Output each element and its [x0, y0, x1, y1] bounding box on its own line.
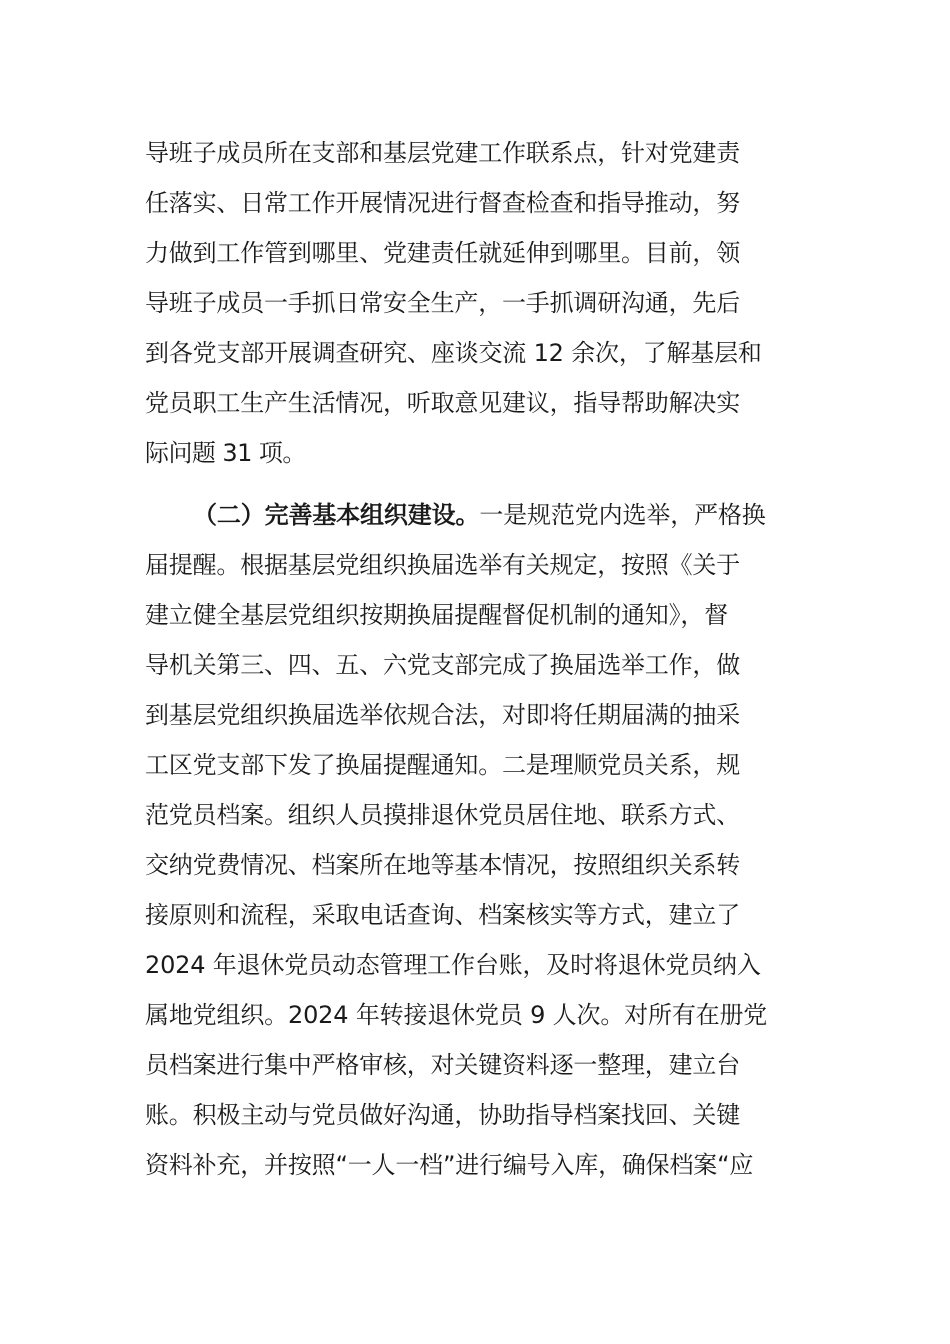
text-line: 接原则和流程，采取电话查询、档案核实等方式，建立了 [145, 901, 740, 929]
text-line: 建立健全基层党组织按期换届提醒督促机制的通知》，督 [145, 601, 728, 629]
text-line: 属地党组织。2024 年转接退休党员 9 人次。对所有在册党 [145, 1001, 768, 1029]
section-heading: （二）完善基本组织建设。 [193, 501, 480, 529]
text-line: 资料补充，并按照“一人一档”进行编号入库，确保档案“应 [145, 1151, 754, 1179]
text-line: 工区党支部下发了换届提醒通知。二是理顺党员关系，规 [145, 751, 740, 779]
text-line: 导班子成员一手抓日常安全生产，一手抓调研沟通，先后 [145, 289, 740, 317]
text-line: 任落实、日常工作开展情况进行督查检查和指导推动，努 [145, 189, 740, 217]
text-line: 范党员档案。组织人员摸排退休党员居住地、联系方式、 [145, 801, 740, 829]
text-line: 账。积极主动与党员做好沟通，协助指导档案找回、关键 [145, 1101, 740, 1129]
text-line: 交纳党费情况、档案所在地等基本情况，按照组织关系转 [145, 851, 740, 879]
text-line: 力做到工作管到哪里、党建责任就延伸到哪里。目前，领 [145, 239, 740, 267]
text-line: 导班子成员所在支部和基层党建工作联系点，针对党建责 [145, 139, 740, 167]
text-line: 导机关第三、四、五、六党支部完成了换届选举工作，做 [145, 651, 740, 679]
text-line: 到各党支部开展调查研究、座谈交流 12 余次，了解基层和 [145, 339, 762, 367]
text-line: 际问题 31 项。 [145, 439, 306, 467]
text-line: 2024 年退休党员动态管理工作台账，及时将退休党员纳入 [145, 951, 761, 979]
text-line: 届提醒。根据基层党组织换届选举有关规定，按照《关于 [145, 551, 740, 579]
paragraph-first-line [145, 490, 815, 540]
text-line: 员档案进行集中严格审核，对关键资料逐一整理，建立台 [145, 1051, 740, 1079]
text-span: 一是规范党内选举，严格换 [479, 501, 766, 529]
text-line: 党员职工生产生活情况，听取意见建议，指导帮助解决实 [145, 389, 740, 417]
text-line: 到基层党组织换届选举依规合法，对即将任期届满的抽采 [145, 701, 740, 729]
document-body [145, 128, 815, 1190]
